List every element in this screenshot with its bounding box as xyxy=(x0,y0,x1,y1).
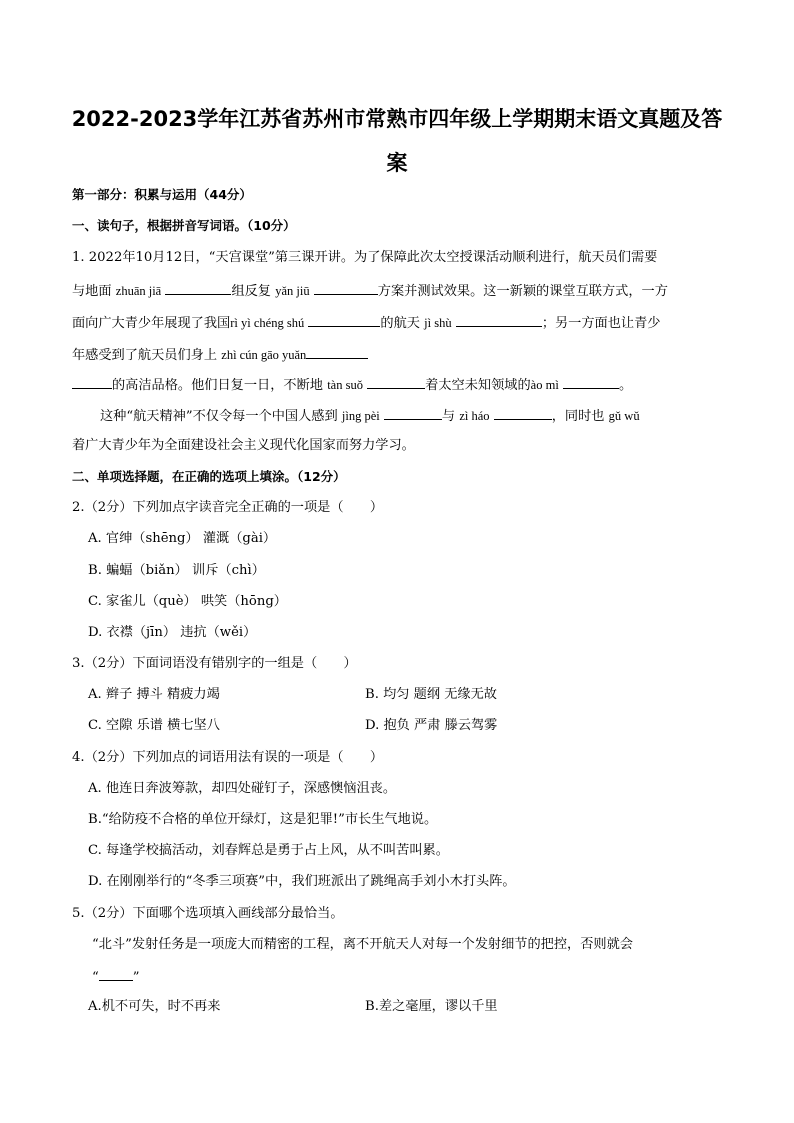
q5-option-b[interactable]: B.差之毫厘，谬以千里 xyxy=(365,999,498,1014)
q3-option-a[interactable]: A. 辫子 搏斗 精疲力竭 xyxy=(88,687,220,702)
q5-body: “北斗”发射任务是一项庞大而精密的工程，离不开航天人对每一个发射细节的把控，否则就会 xyxy=(92,937,633,952)
pinyin-tansuo: tàn suǒ xyxy=(327,378,363,392)
q4-option-c[interactable]: C. 每逢学校搞活动，刘春辉总是勇于占上风，从不叫苦叫累。 xyxy=(88,843,449,858)
answer-blank[interactable] xyxy=(72,375,112,389)
answer-blank[interactable] xyxy=(456,313,542,327)
q4-option-a[interactable]: A. 他连日奔波筹款，却四处碰钉子，深感懊恼沮丧。 xyxy=(88,781,397,796)
answer-blank[interactable] xyxy=(99,967,133,981)
title-line-2: 案 xyxy=(386,151,408,175)
q2-option-c[interactable]: C. 家雀儿（què） 哄笑（hōng） xyxy=(88,594,287,609)
q4-option-d[interactable]: D. 在刚刚举行的“冬季三项赛”中，我们班派出了跳绳高手刘小木打头阵。 xyxy=(88,874,516,889)
q5-option-a[interactable]: A.机不可失，时不再来 xyxy=(88,999,221,1014)
pinyin-aomi: ào mì xyxy=(530,378,559,392)
q2-option-b[interactable]: B. 蝙蝠（biǎn） 训斥（chì） xyxy=(88,563,265,578)
q4-option-b[interactable]: B.“给防疫不合格的单位开绿灯，这是犯罪!”市长生气地说。 xyxy=(88,812,438,827)
q2-option-a[interactable]: A. 官绅（shēng） 灌溉（gài） xyxy=(88,531,277,546)
page-title xyxy=(60,97,734,185)
pinyin-zhuanjia: zhuān jiā xyxy=(115,284,162,298)
pinyin-jishu: jì shù xyxy=(424,316,452,330)
q2-option-d[interactable]: D. 衣襟（jīn） 违抗（wěi） xyxy=(88,625,257,640)
answer-blank[interactable] xyxy=(367,375,425,389)
answer-blank[interactable] xyxy=(308,313,380,327)
q1-line-2: 与地面 zhuān jiā 组反复 yǎn jiū 方案并测试效果。这一新颖的课堂互联方式，一方 xyxy=(72,281,668,301)
pinyin-jingpei: jìng pèi xyxy=(341,409,380,423)
q5-stem: 5.（2分）下面哪个选项填入画线部分最恰当。 xyxy=(72,906,344,921)
answer-blank[interactable] xyxy=(165,281,231,295)
pinyin-yanjiu: yǎn jiū xyxy=(275,284,310,298)
q3-stem: 3.（2分）下面词语没有错别字的一组是（ ） xyxy=(72,656,357,671)
answer-blank[interactable] xyxy=(494,406,552,420)
pinyin-guwu: gǔ wǔ xyxy=(608,409,640,423)
title-line-1: 2022-2023学年江苏省苏州市常熟市四年级上学期期末语文真题及答 xyxy=(71,107,723,131)
section1-heading: 一、读句子，根据拼音写词语。（10分） xyxy=(72,218,296,233)
pinyin-zihao: zì háo xyxy=(459,409,490,423)
answer-blank[interactable] xyxy=(563,375,619,389)
pinyin-zhicungaoyuan: zhì cún gāo yuǎn xyxy=(221,348,307,362)
q1-line-5: 的高洁品格。他们日复一日，不断地 tàn suǒ 着太空未知领域的ào mì 。 xyxy=(72,375,632,395)
q4-stem: 4.（2分）下列加点的词语用法有误的一项是（ ） xyxy=(72,750,384,765)
q3-option-d[interactable]: D. 抱负 严肃 滕云驾雾 xyxy=(365,718,498,733)
q1-line-6: 这种“航天精神”不仅令每一个中国人感到 jìng pèi 与 zì háo ，同时也 gǔ wǔ xyxy=(100,406,640,426)
q1-line-7: 着广大青少年为全面建设社会主义现代化国家而努力学习。 xyxy=(72,438,415,453)
part-heading: 第一部分：积累与运用（44分） xyxy=(72,187,252,202)
answer-blank[interactable] xyxy=(384,406,442,420)
pinyin-riyichengshu: rì yì chéng shú xyxy=(230,316,305,330)
q3-option-b[interactable]: B. 均匀 题纲 无缘无故 xyxy=(365,687,497,702)
q1-line-1: 1. 2022年10月12日，“天宫课堂”第三课开讲。为了保障此次太空授课活动顺利进行，航天员们需要 xyxy=(72,250,658,265)
q3-option-c[interactable]: C. 空隙 乐谱 横七坚八 xyxy=(88,718,220,733)
answer-blank[interactable] xyxy=(314,281,378,295)
q1-line-4: 年感受到了航天员们身上 zhì cún gāo yuǎn xyxy=(72,345,368,365)
section2-heading: 二、单项选择题，在正确的选项上填涂。（12分） xyxy=(72,469,346,484)
q5-blank-line: “ ” xyxy=(92,967,140,987)
answer-blank[interactable] xyxy=(306,345,368,359)
q1-line-3: 面向广大青少年展现了我国rì yì chéng shú 的航天 jì shù ；另一方面也让青少 xyxy=(72,313,661,333)
q2-stem: 2.（2分）下列加点字读音完全正确的一项是（ ） xyxy=(72,500,384,515)
